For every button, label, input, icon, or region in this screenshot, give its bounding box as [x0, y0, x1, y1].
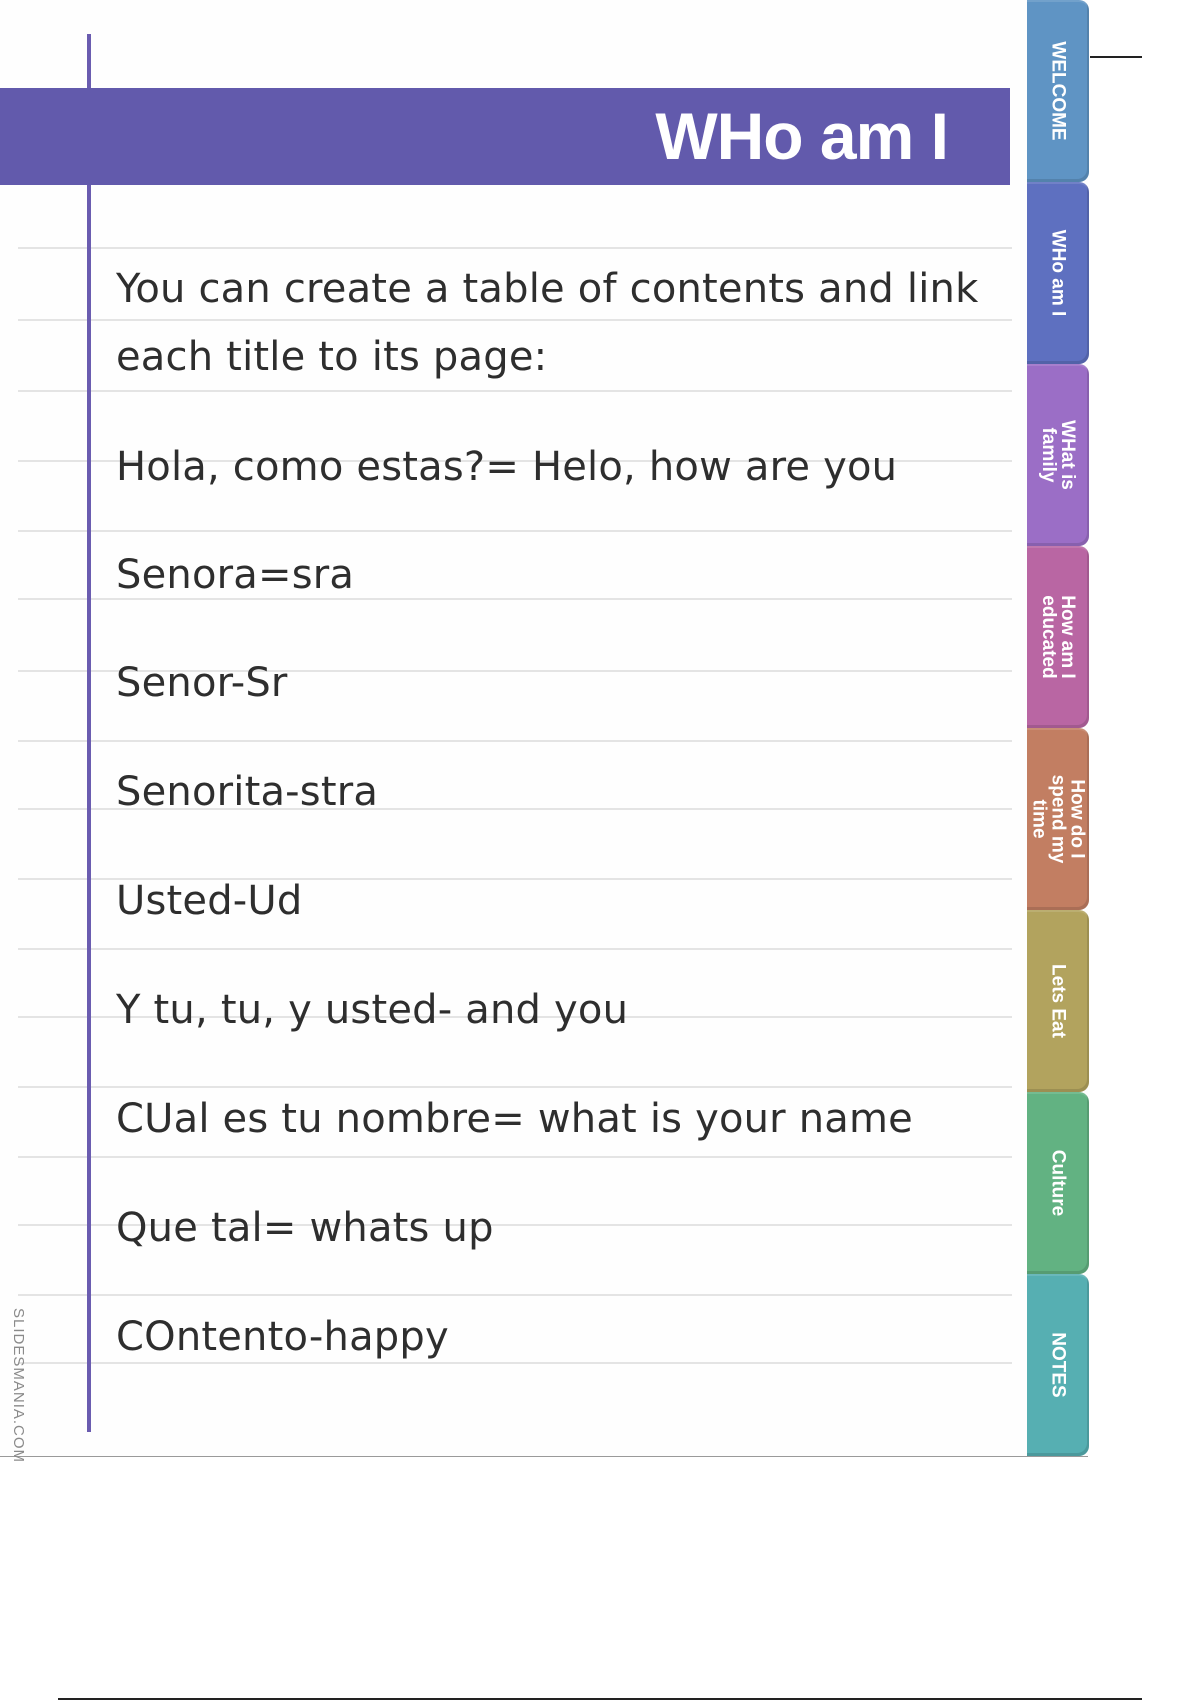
content-line: Senor-Sr [116, 660, 288, 706]
watermark-text: SLIDESMANIA.COM [10, 1308, 27, 1464]
ruled-line [18, 319, 1012, 321]
tab-label: Culture [1047, 1149, 1069, 1217]
divider [1090, 56, 1142, 58]
content-line: Senora=sra [116, 552, 355, 598]
title-banner [0, 88, 1010, 185]
section-tabs [1027, 0, 1089, 1456]
ruled-line [18, 1294, 1012, 1296]
ruled-line [18, 247, 1012, 249]
tab-label: NOTES [1047, 1332, 1069, 1398]
tab-who-am-i[interactable] [1027, 182, 1089, 364]
tab-label: How am I educated [1038, 595, 1078, 679]
ruled-line [18, 1156, 1012, 1158]
page-title: WHo am I [655, 99, 948, 173]
ruled-line [18, 390, 1012, 392]
tab-welcome[interactable] [1027, 0, 1089, 182]
ruled-line [18, 598, 1012, 600]
content-line: Hola, como estas?= Helo, how are you [116, 444, 898, 490]
tab-label: Lets Eat [1047, 964, 1069, 1038]
tab-lets-eat[interactable] [1027, 910, 1089, 1092]
tab-how-am-i-educated[interactable] [1027, 546, 1089, 728]
tab-label: WHo am I [1047, 229, 1069, 317]
content-line: Senorita-stra [116, 769, 379, 815]
tab-notes[interactable] [1027, 1274, 1089, 1456]
content-line: Que tal= whats up [116, 1205, 494, 1251]
ruled-line [18, 1362, 1012, 1364]
content-line: Usted-Ud [116, 878, 303, 924]
ruled-line [18, 530, 1012, 532]
tab-what-is-family[interactable] [1027, 364, 1089, 546]
tab-culture[interactable] [1027, 1092, 1089, 1274]
ruled-line [18, 1086, 1012, 1088]
content-line: CUal es tu nombre= what is your name [116, 1096, 913, 1142]
tab-label: WELCOME [1047, 41, 1069, 141]
margin-line [87, 34, 91, 1432]
content-line: COntento-happy [116, 1314, 449, 1360]
content-line: Y tu, tu, y usted- and you [116, 987, 629, 1033]
content-line: each title to its page: [116, 334, 548, 380]
tab-label: WHat is family [1038, 420, 1078, 490]
watermark [8, 1308, 32, 1464]
tab-label: How do I spend my time [1028, 774, 1088, 864]
tab-how-do-i-spend-my-time[interactable] [1027, 728, 1089, 910]
ruled-line [18, 948, 1012, 950]
content-line: You can create a table of contents and link [116, 266, 979, 312]
ruled-line [18, 740, 1012, 742]
